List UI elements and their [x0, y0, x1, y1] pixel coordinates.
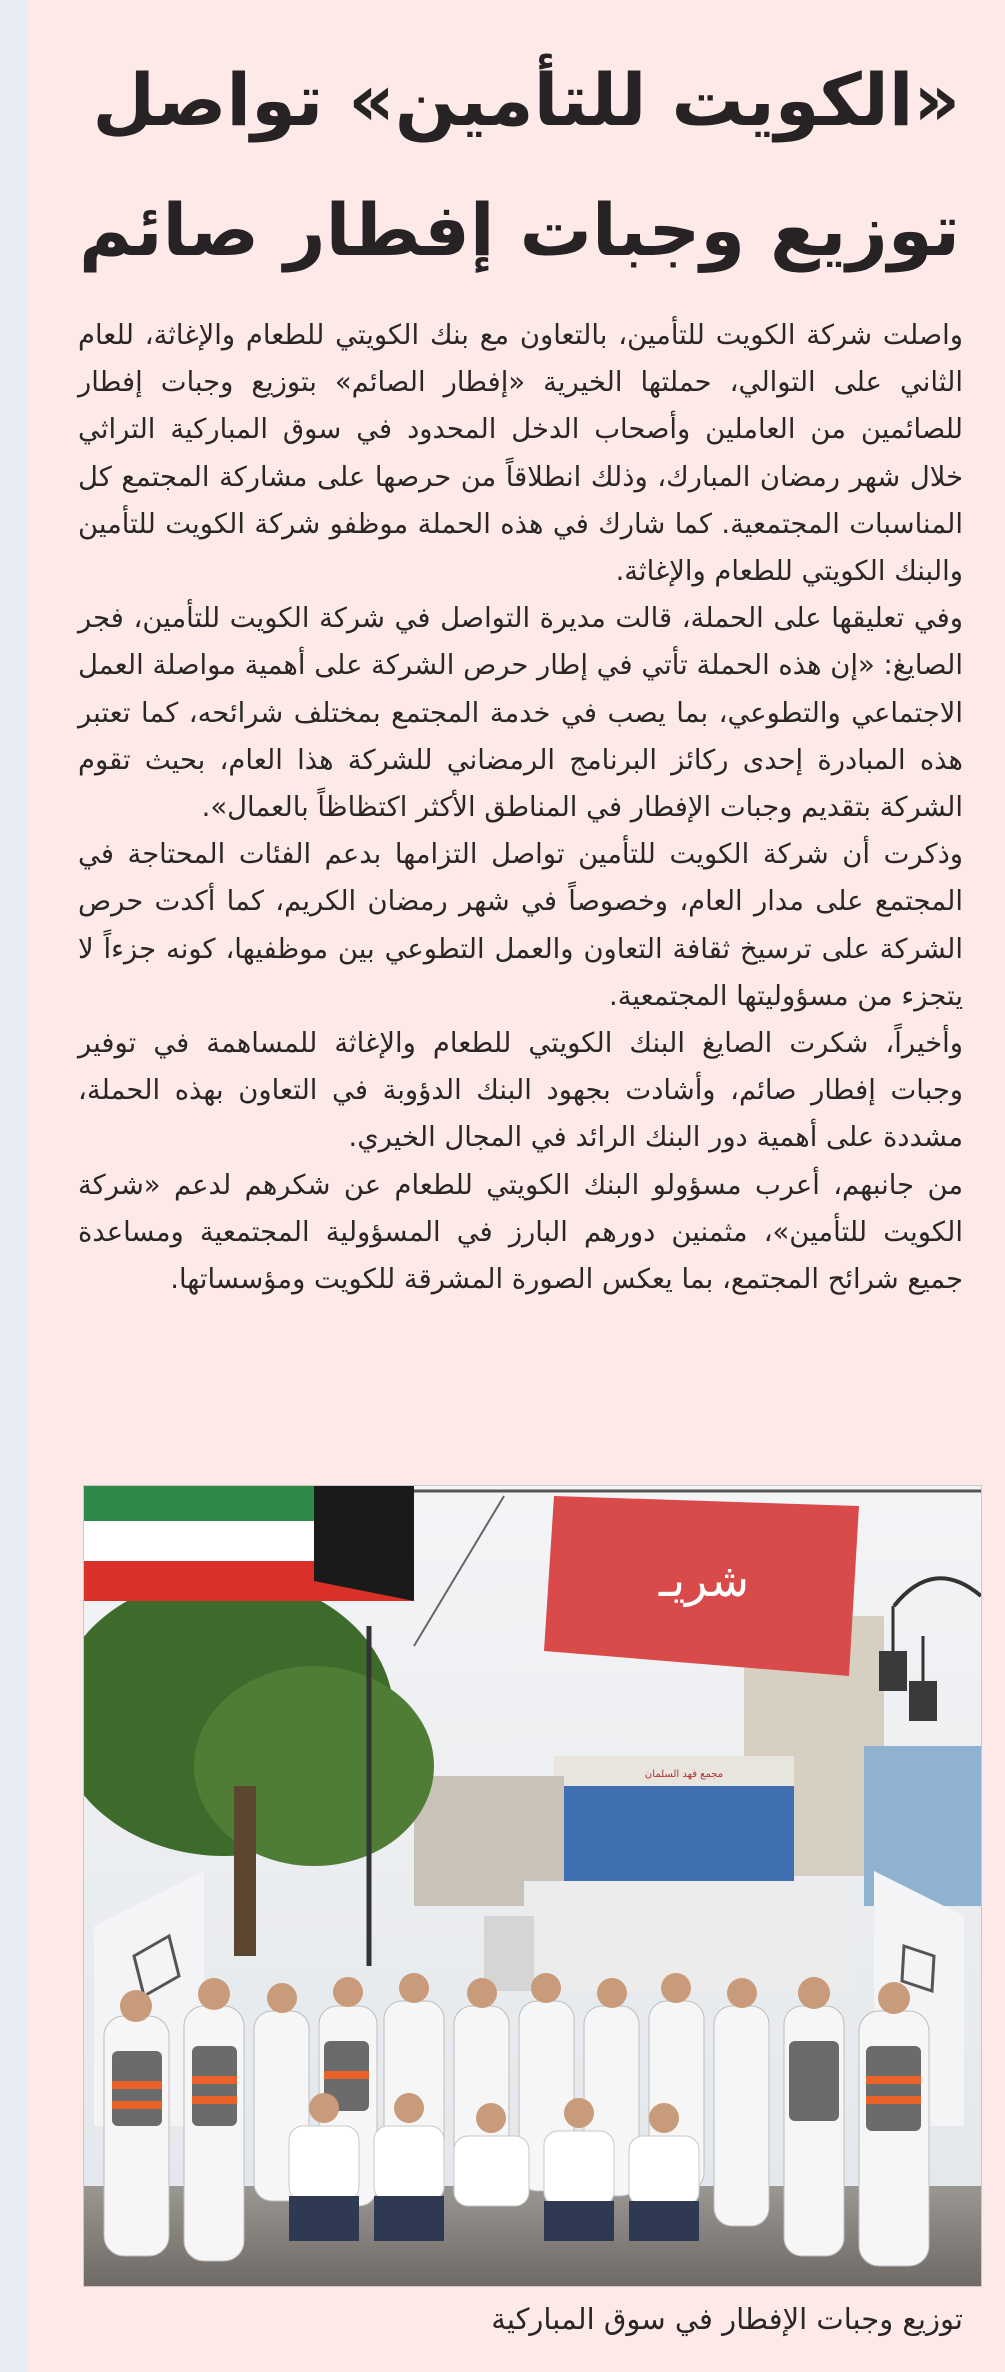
building-sign: مجمع فهد السلمان — [644, 1769, 724, 1780]
article-paragraph-2: وفي تعليقها على الحملة، قالت مديرة التواصل في شركة الكويت للتأمين، فجر الصايغ: «إن هذه الحملة تأتي في إطار حرص الشركة على أهمية مواصلة العمل الاجتماعي والتطوعي، بما يصب في خدمة المجتمع بمختلف شرائحه، كما تعتبر هذه المبادرة إحدى ركائز البرنامج الرمضاني للشركة هذا العام، بحيث تقوم الشركة بتقديم وجبات الإفطار في المناطق الأكثر اكتظاظاً بالعمال». — [78, 603, 963, 824]
article-paragraph-5: من جانبهم، أعرب مسؤولو البنك الكويتي للطعام عن شكرهم لدعم «شركة الكويت للتأمين»، مثمنين دورهم البارز في المسؤولية المجتمعية ومساعدة جميع شرائح المجتمع، بما يعكس الصورة المشرقة للكويت ومؤسساتها. — [78, 1169, 963, 1296]
newspaper-page — [28, 0, 1005, 2372]
article-paragraph-1: واصلت شركة الكويت للتأمين، بالتعاون مع بنك الكويتي للطعام والإغاثة، للعام الثاني على التوالي، حملتها الخيرية «إفطار الصائم» بتوزيع وجبات إفطار للصائمين من العاملين وأصحاب الدخل المحدود في سوق المباركية التراثي خلال شهر رمضان المبارك، وذلك انطلاقاً من حرصها على مشاركة المجتمع كل المناسبات المجتمعية. كما شارك في هذه الحملة موظفو شركة الكويت للتأمين والبنك الكويتي للطعام والإغاثة. — [78, 320, 963, 588]
event-photo — [83, 1485, 982, 2287]
article-body — [78, 312, 963, 1303]
article-headline — [78, 35, 960, 295]
headline-line-2: توزيع وجبات إفطار صائم — [78, 188, 960, 272]
kuwait-flag — [84, 1486, 414, 1601]
article-paragraph-3: وذكرت أن شركة الكويت للتأمين تواصل التزامها بدعم الفئات المحتاجة في المجتمع على مدار العام، وخصوصاً في شهر رمضان الكريم، كما أكدت حرص الشركة على ترسيخ ثقافة التعاون والعمل التطوعي بين موظفيها، كونه جزءاً لا يتجزء من مسؤوليتها المجتمعية. — [78, 839, 963, 1012]
truck — [524, 1881, 854, 1991]
event-photo-illustration — [84, 1486, 981, 2286]
red-banner — [544, 1496, 859, 1676]
photo-caption: توزيع وجبات الإفطار في سوق المباركية — [491, 2302, 963, 2336]
article-paragraph-4: وأخيراً، شكرت الصايغ البنك الكويتي للطعام والإغاثة للمساهمة في توفير وجبات إفطار صائم، وأشادت بجهود البنك الدؤوبة في التعاون بهذه الحملة، مشددة على أهمية دور البنك الرائد في المجال الخيري. — [78, 1028, 963, 1154]
headline-line-1: «الكويت للتأمين» تواصل — [92, 58, 960, 142]
banner-logo-text: شريـ — [658, 1553, 750, 1607]
